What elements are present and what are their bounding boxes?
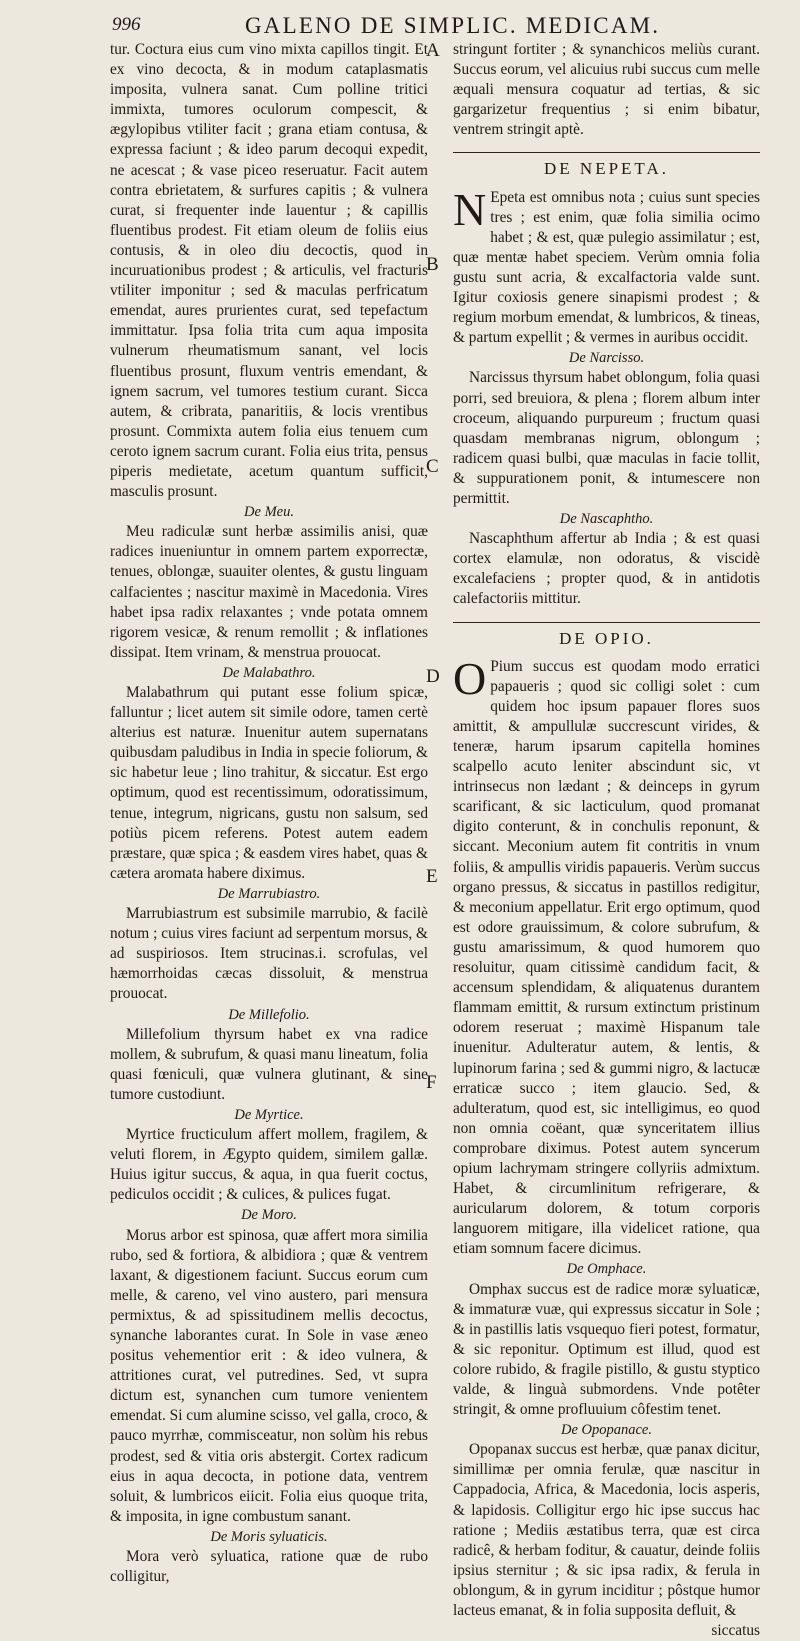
- drop-cap: O: [453, 652, 487, 704]
- paragraph: Morus arbor est spinosa, quæ affert mora similia rubo, sed & fortiora, & albidiora ; quæ & ventrem laxant, & digestionem faciunt. Succus eorum cum melle, & careno, vel vino austero, pari mensura permixtus, & ad spissitudinem mellis decoctus, synanche laborantes curat. In Sole in vase æneo positus vehementior erit : & ideo vulnera, & attritiones curat, vel putredines. Sed, vt supra dictum est, synanchen cum tumore venientem emendat. Si cum alumine scisso, vel galla, croco, & pauco myrrhæ, commisceatur, non solùm his rebus prodest, sed & vitia oris abstergit. Cortex radicum eius in aqua decocta, in potione data, ventrem soluit, & lumbricos eiicit. Folia eius quoque trita, & imposita, in igne combustum sanant.: [110, 1226, 428, 1525]
- entry-heading: De Opopanace.: [560, 1422, 652, 1439]
- page-number: 996: [112, 14, 141, 35]
- margin-letter-d: D: [426, 666, 440, 687]
- section-title: DE OPIO.: [453, 622, 760, 649]
- drop-cap: N: [453, 183, 487, 235]
- paragraph: Nascaphthum affertur ab India ; & est quasi cortex elamulæ, non odoratus, & viscidè excalefaciens ; propter quod, & in antidotis calefactoriis mittitur.: [453, 530, 760, 608]
- paragraph: Mora verò syluatica, ratione quæ de rubo colligitur,: [110, 1548, 428, 1586]
- margin-letter-a: A: [426, 40, 440, 61]
- section-title: DE NEPETA.: [453, 152, 760, 179]
- entry-heading: De Myrtice.: [234, 1106, 304, 1123]
- entry-heading: De Narcisso.: [568, 350, 645, 367]
- catchword: siccatus: [711, 1622, 760, 1640]
- paragraph: Meu radiculæ sunt herbæ assimilis anisi, quæ radices inueniuntur in omnem partem exporrectæ, tenues, oblongæ, suauiter olentes, & gustu linguam calfacientes ; nascitur maximè in Macedonia. Vires habet ipsa radix relaxantes ; vnde potata omnem rigorem vesicæ, & renum remollit ; & inflationes dissipat. Item vrinam, & menstrua prouocat.: [110, 523, 428, 661]
- paragraph-text: Epeta est omnibus nota ; cuius sunt species tres ; est enim, quæ folia similia ocimo habet ; & est, quæ pulegio assimilatur ; est, quæ mentæ habet speciem. Verùm omnia folia gustu sunt acria, & excalfactoria valde sunt. Igitur coxiosis genere sinapismi prodest ; & regium morbum emendat, & lumbricos, & tineas, & partum expellit ; & vermes in auribus occidit.: [453, 188, 760, 347]
- right-column: [453, 40, 760, 1641]
- entry-heading: De Millefolio.: [228, 1006, 310, 1023]
- paragraph: [453, 183, 760, 349]
- paragraph: Myrtice fructiculum affert mollem, fragilem, & veluti florem, in Ægypto quidem, similem gallæ. Huius igitur succus, & aqua, in qua fuerit coctus, pediculos occidit ; & culices, & pulices fugat.: [110, 1126, 428, 1204]
- entry-heading: De Moro.: [241, 1207, 297, 1224]
- paragraph: [453, 652, 760, 1260]
- paragraph: Millefolium thyrsum habet ex vna radice mollem, & subrufum, & quasi manu lineatum, folia quasi fœniculi, quæ vulnera glutinant, & sine tumore custodiunt.: [110, 1025, 428, 1103]
- entry-heading: De Marrubiastro.: [217, 885, 321, 902]
- entry-heading: De Nascaphtho.: [559, 511, 654, 528]
- paragraph: Omphax succus est de radice moræ syluaticæ, & immaturæ vuæ, qui expressus siccatur in Sole ; & in pastillis latis vsquequo fieri potest, formatur, & sic reponitur. Optimum est illud, quod est colore rubido, & fragile pistillo, & gustu styptico valde, & linguà submordens. Vnde potêter stringit, & omne profluuium côfestim tenet.: [453, 1280, 760, 1419]
- margin-letter-e: E: [426, 866, 438, 887]
- entry-heading: De Moris syluaticis.: [210, 1528, 328, 1545]
- running-title: GALENO DE SIMPLIC. MEDICAM.: [245, 13, 661, 38]
- entry-heading: De Malabathro.: [222, 664, 316, 681]
- paragraph: Narcissus thyrsum habet oblongum, folia quasi porri, sed breuiora, & plena ; florem album inter croceum, aliquando purpureum ; fructum quasi quasdam membranas nigrum, oblongum ; radicem quasi bulbi, quæ maculas in facie tollit, & suppurationem ponit, & intumescere non permittit.: [453, 369, 760, 507]
- margin-letter-b: B: [426, 254, 439, 275]
- paragraph: Opopanax succus est herbæ, quæ panax dicitur, simillimæ per omnia ferulæ, quæ nascitur in Cappadocia, Africa, & Macedonia, locis asperis, & lapidosis. Colligitur ergo hic ipse succus hac ratione ; Mediis æstatibus terra, quæ est circa radicê, & herbam foditur, & cauatur, deinde foliis ipsius sternitur ; & sic ipsa radix, & ferula in oblongum, & in gyrum inciditur ; pôstque humor lacteus emanat, & in folia supposita defluit, &: [453, 1441, 760, 1620]
- paragraph: tur. Coctura eius cum vino mixta capillos tingit. Et ex vino decocta, & in modum cataplasmatis imposita, vulnera sanat. Cum polline tritici immixta, tumores oculorum compescit, & ægylopibus vtiliter facit ; grana etiam contusa, & expressa faciunt ; & ideo parum decoqui expedit, ne acescat ; & vase piceo reseruatur. Facit autem contra ebrietatem, & surfures capitis ; & vulnera curat, si frequenter inde lauentur ; & capillis fluentibus prodest. Fit etiam oleum de foliis eius contusis, & in oleo diu decoctis, quod in incuruationibus prodest ; & articulis, vel fracturis vtiliter imponitur ; sed & maculas perfricatum emendat, aures prurientes curat, sed tepefactum immittatur. Ipsa folia trita cum aqua imposita vulnerum rheumatismum sanant, vel locis fluentibus prosunt, fluxum ventris emendant, & ignem sacrum, vel tumores testium curant. Sicca autem, & cribrata, panaritiis, & locis vrentibus prosunt. Commixta autem folia eius tenuem cum ceroto ignem sacrum curant. Folia eius trita, pensus piperis medietate, acetum quantum sufficit, masculis prosunt.: [110, 41, 428, 501]
- entry-heading: De Meu.: [244, 504, 294, 521]
- paragraph: Malabathrum qui putant esse folium spicæ, falluntur ; licet autem sit simile odore, tamen certè alterius est naturæ. Inuenitur autem supernatans quibusdam paludibus in India in specie foliorum, & sic habetur leue ; lino trahitur, & siccatur. Est ergo optimum, quod est recentissimum, odoratissimum, tenue, integrum, nigricans, gustu non salsum, sed potiùs picem referens. Potest autem eadem præstare, quæ spica ; & easdem vires habet, quas & cætera aromata habere diximus.: [110, 684, 428, 882]
- left-column: [110, 40, 428, 1587]
- margin-letter-c: C: [426, 456, 439, 477]
- entry-heading: De Omphace.: [566, 1261, 647, 1278]
- paragraph: stringunt fortiter ; & synanchicos meliùs curant. Succus eorum, vel alicuius rubi succus cum melle æquali mensura coquatur ad tertias, & sic gargarizetur frequentius ; si enim bibatur, ventrem stringit aptè.: [453, 41, 760, 139]
- paragraph-text: Pium succus est quodam modo erratici papaueris ; quod sic colligi solet : cum quidem hoc ipsum papauer flores suos amittit, & ampullulæ succrescunt virides, & teneræ, harum ipsarum capitella homines scalpello acuto leniter abscindunt sic, vt intrinsecus non lædant ; & deinceps in gyrum scarificant, & sic lacticulum, quod promanat digito conterunt, & in conchulis reponunt, & siccant. Meconium autem fit contritis in vnum foliis, & ampullis viridis papaueris. Verùm succus organo pressus, & siccatus in pastillos redigitur, & meconium appellatur. Erit ergo optimum, quod est odore grauissimum, & colore subrufum, & gustu amarissimum, & quod humorem quo resoluitur, quam citissimè candidum facit, & accensum splendidam, & aliquatenus durantem flammam emittit, & rursum extinctum pristinum odorem reseruat ; maximè Hispanum tale inuenitur. Adulteratur autem, & lentis, & lupinorum farina ; sed & gummi nigro, & lactucæ erraticæ succo ; item glaucio. Sed, & adulteratum, quod est, sic intelligimus, eo quod non omnia coëant, quæ synceritatem illius comprobare diximus. Potest autem syncerum opium lachrymam stringere collyriis admixtum. Habet, & circumlinitum refrigerare, & auricularum dolorem, & totum corporis languorem mitigare, illa videlicet ratione, qua etiam somnum facere dicimus.: [453, 657, 760, 1258]
- paragraph: Marrubiastrum est subsimile marrubio, & facilè notum ; cuius vires faciunt ad serpentum morsus, & ad suspiriosos. Item strucinas.i. scrofulas, vel hæmorrhoidas cæcas dissoluit, & menstrua prouocat.: [110, 905, 428, 1003]
- margin-letter-f: F: [426, 1072, 437, 1093]
